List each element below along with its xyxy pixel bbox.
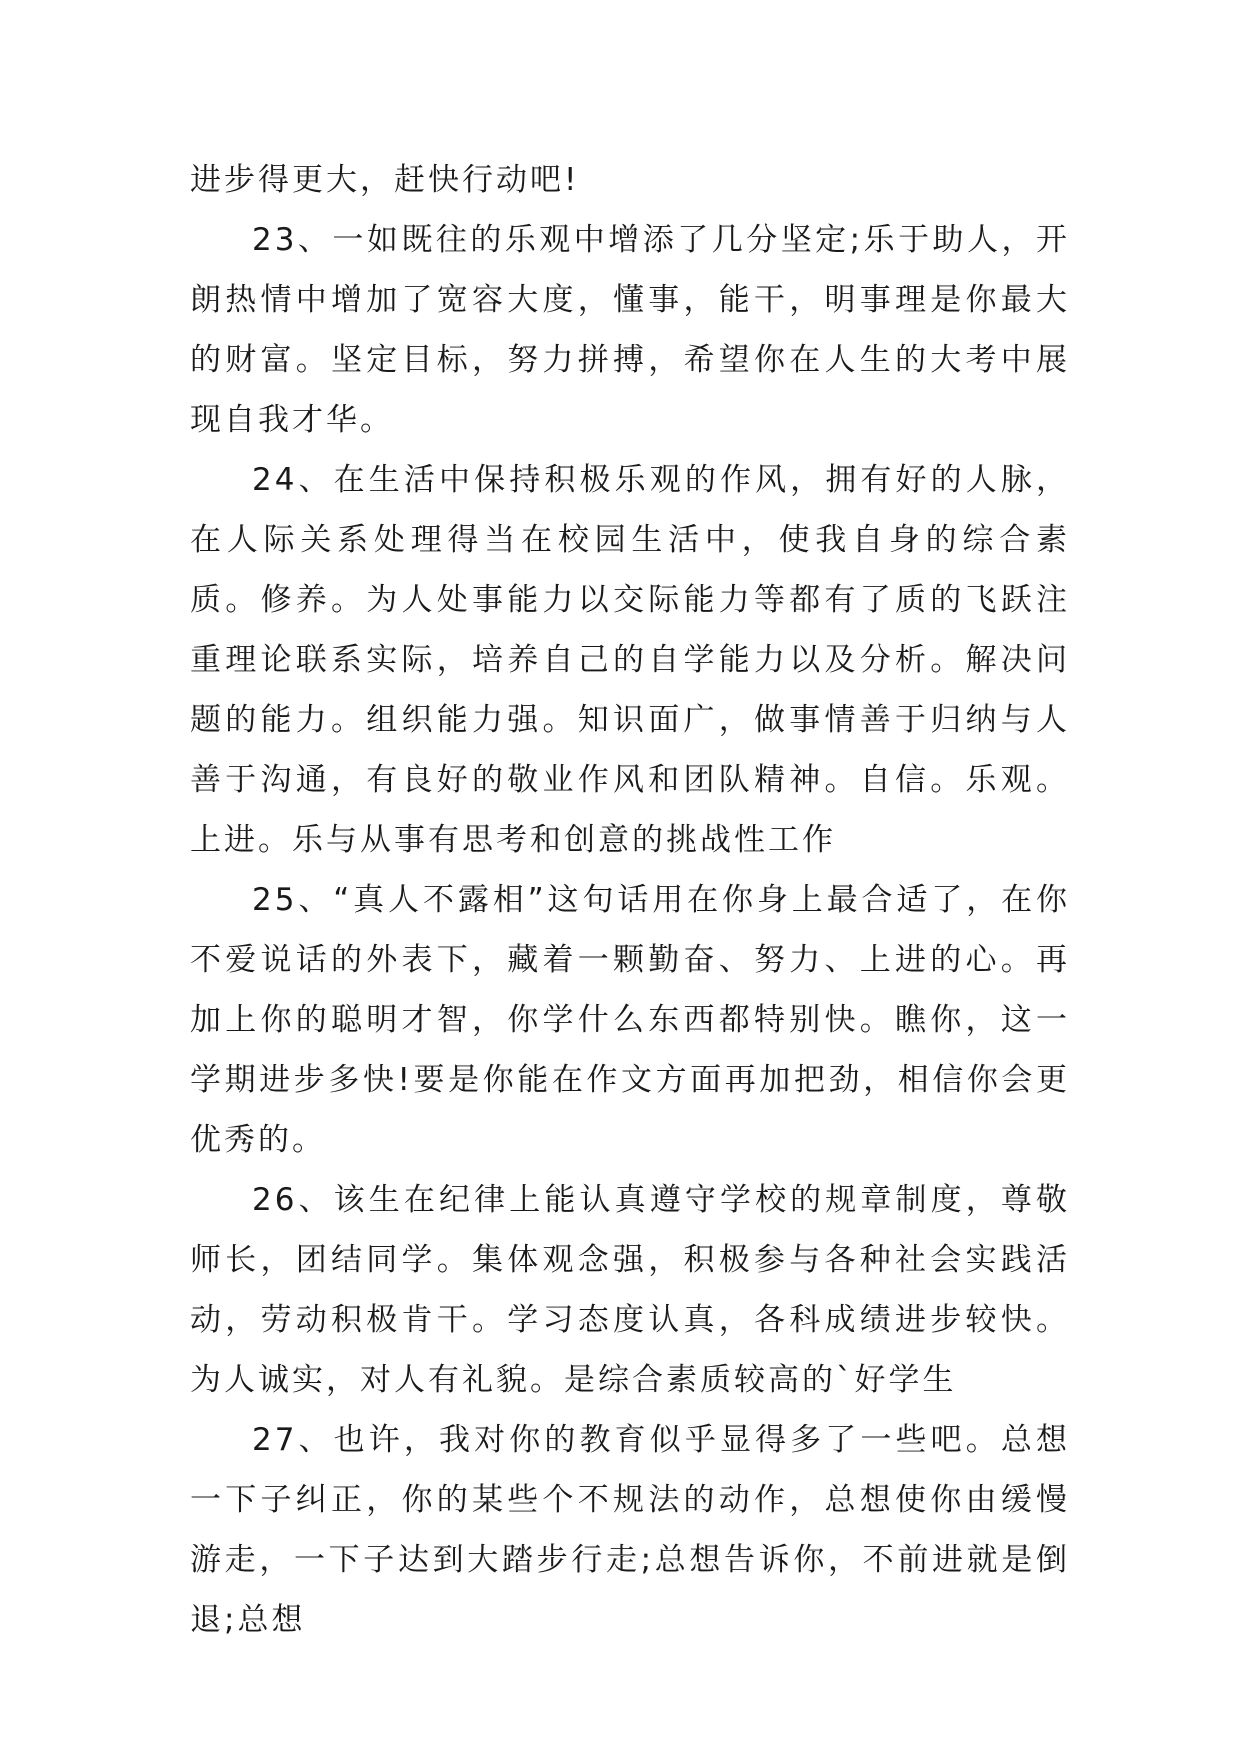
paragraph-continuation: 进步得更大，赶快行动吧! <box>190 162 580 198</box>
paragraph-27: 27、也许，我对你的教育似乎显得多了一些吧。总想一下子纠正，你的某些个不规法的动作，总想使你由缓慢游走，一下子达到大踏步行走;总想告诉你，不前进就是倒退;总想 <box>190 1422 1070 1638</box>
paragraph-24: 24、在生活中保持积极乐观的作风，拥有好的人脉，在人际关系处理得当在校园生活中，使我自身的综合素质。修养。为人处事能力以交际能力等都有了质的飞跃注重理论联系实际，培养自己的自学能力以及分析。解决问题的能力。组织能力强。知识面广，做事情善于归纳与人善于沟通，有良好的敬业作风和团队精神。自信。乐观。上进。乐与从事有思考和创意的挑战性工作 <box>190 462 1070 858</box>
paragraph-26: 26、该生在纪律上能认真遵守学校的规章制度，尊敬师长，团结同学。集体观念强，积极参与各种社会实践活动，劳动积极肯干。学习态度认真，各科成绩进步较快。为人诚实，对人有礼貌。是综合素质较高的`好学生 <box>190 1182 1070 1398</box>
paragraph-25: 25、“真人不露相”这句话用在你身上最合适了，在你不爱说话的外表下，藏着一颗勤奋、努力、上进的心。再加上你的聪明才智，你学什么东西都特别快。瞧你，这一学期进步多快!要是你能在作文方面再加把劲，相信你会更优秀的。 <box>190 882 1070 1158</box>
paragraph-23: 23、一如既往的乐观中增添了几分坚定;乐于助人，开朗热情中增加了宽容大度，懂事，能干，明事理是你最大的财富。坚定目标，努力拼搏，希望你在人生的大考中展现自我才华。 <box>190 222 1070 438</box>
document-body <box>190 150 1070 1650</box>
